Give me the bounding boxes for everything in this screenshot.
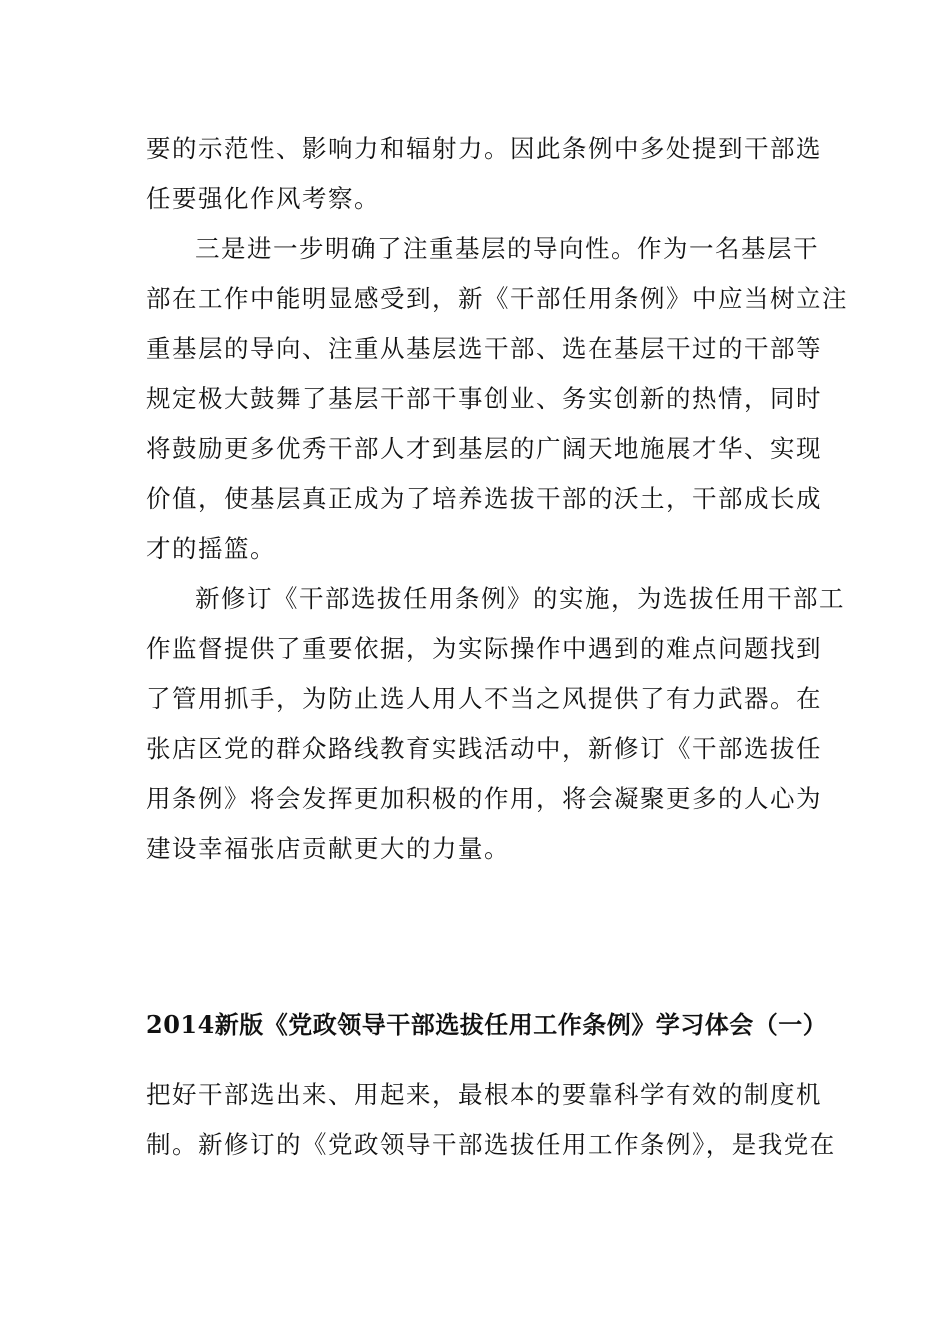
paragraph-line: 任要强化作风考察。 [146, 184, 380, 213]
paragraph-line: 制。新修订的《党政领导干部选拔任用工作条例》，是我党在 [146, 1130, 836, 1159]
paragraph-intro [146, 1070, 836, 1170]
paragraph-line: 建设幸福张店贡献更大的力量。 [146, 834, 510, 863]
paragraph-line: 新修订《干部选拔任用条例》的实施，为选拔任用干部工 [195, 584, 845, 613]
paragraph-line: 要的示范性、影响力和辐射力。因此条例中多处提到干部选 [146, 134, 822, 163]
paragraph-line: 部在工作中能明显感受到，新《干部任用条例》中应当树立注 [146, 284, 848, 313]
paragraph-line: 规定极大鼓舞了基层干部干事创业、务实创新的热情，同时 [146, 384, 822, 413]
paragraph-line: 把好干部选出来、用起来，最根本的要靠科学有效的制度机 [146, 1080, 822, 1109]
paragraph-grassroots [146, 224, 848, 574]
section-heading: 2014新版《党政领导干部选拔任用工作条例》学习体会（一） [146, 1010, 828, 1039]
paragraph-line: 将鼓励更多优秀干部人才到基层的广阔天地施展才华、实现 [146, 434, 822, 463]
paragraph-line: 作监督提供了重要依据，为实际操作中遇到的难点问题找到 [146, 634, 822, 663]
paragraph-line: 了管用抓手，为防止选人用人不当之风提供了有力武器。在 [146, 684, 822, 713]
paragraph-line: 才的摇篮。 [146, 534, 276, 563]
paragraph-line: 重基层的导向、注重从基层选干部、选在基层干过的干部等 [146, 334, 822, 363]
paragraph-implementation [146, 574, 845, 874]
paragraph-line: 价值，使基层真正成为了培养选拔干部的沃土，干部成长成 [146, 484, 822, 513]
paragraph-continuation [146, 124, 822, 224]
paragraph-line: 用条例》将会发挥更加积极的作用，将会凝聚更多的人心为 [146, 784, 822, 813]
paragraph-line: 三是进一步明确了注重基层的导向性。作为一名基层干 [195, 234, 819, 263]
paragraph-line: 张店区党的群众路线教育实践活动中，新修订《干部选拔任 [146, 734, 822, 763]
